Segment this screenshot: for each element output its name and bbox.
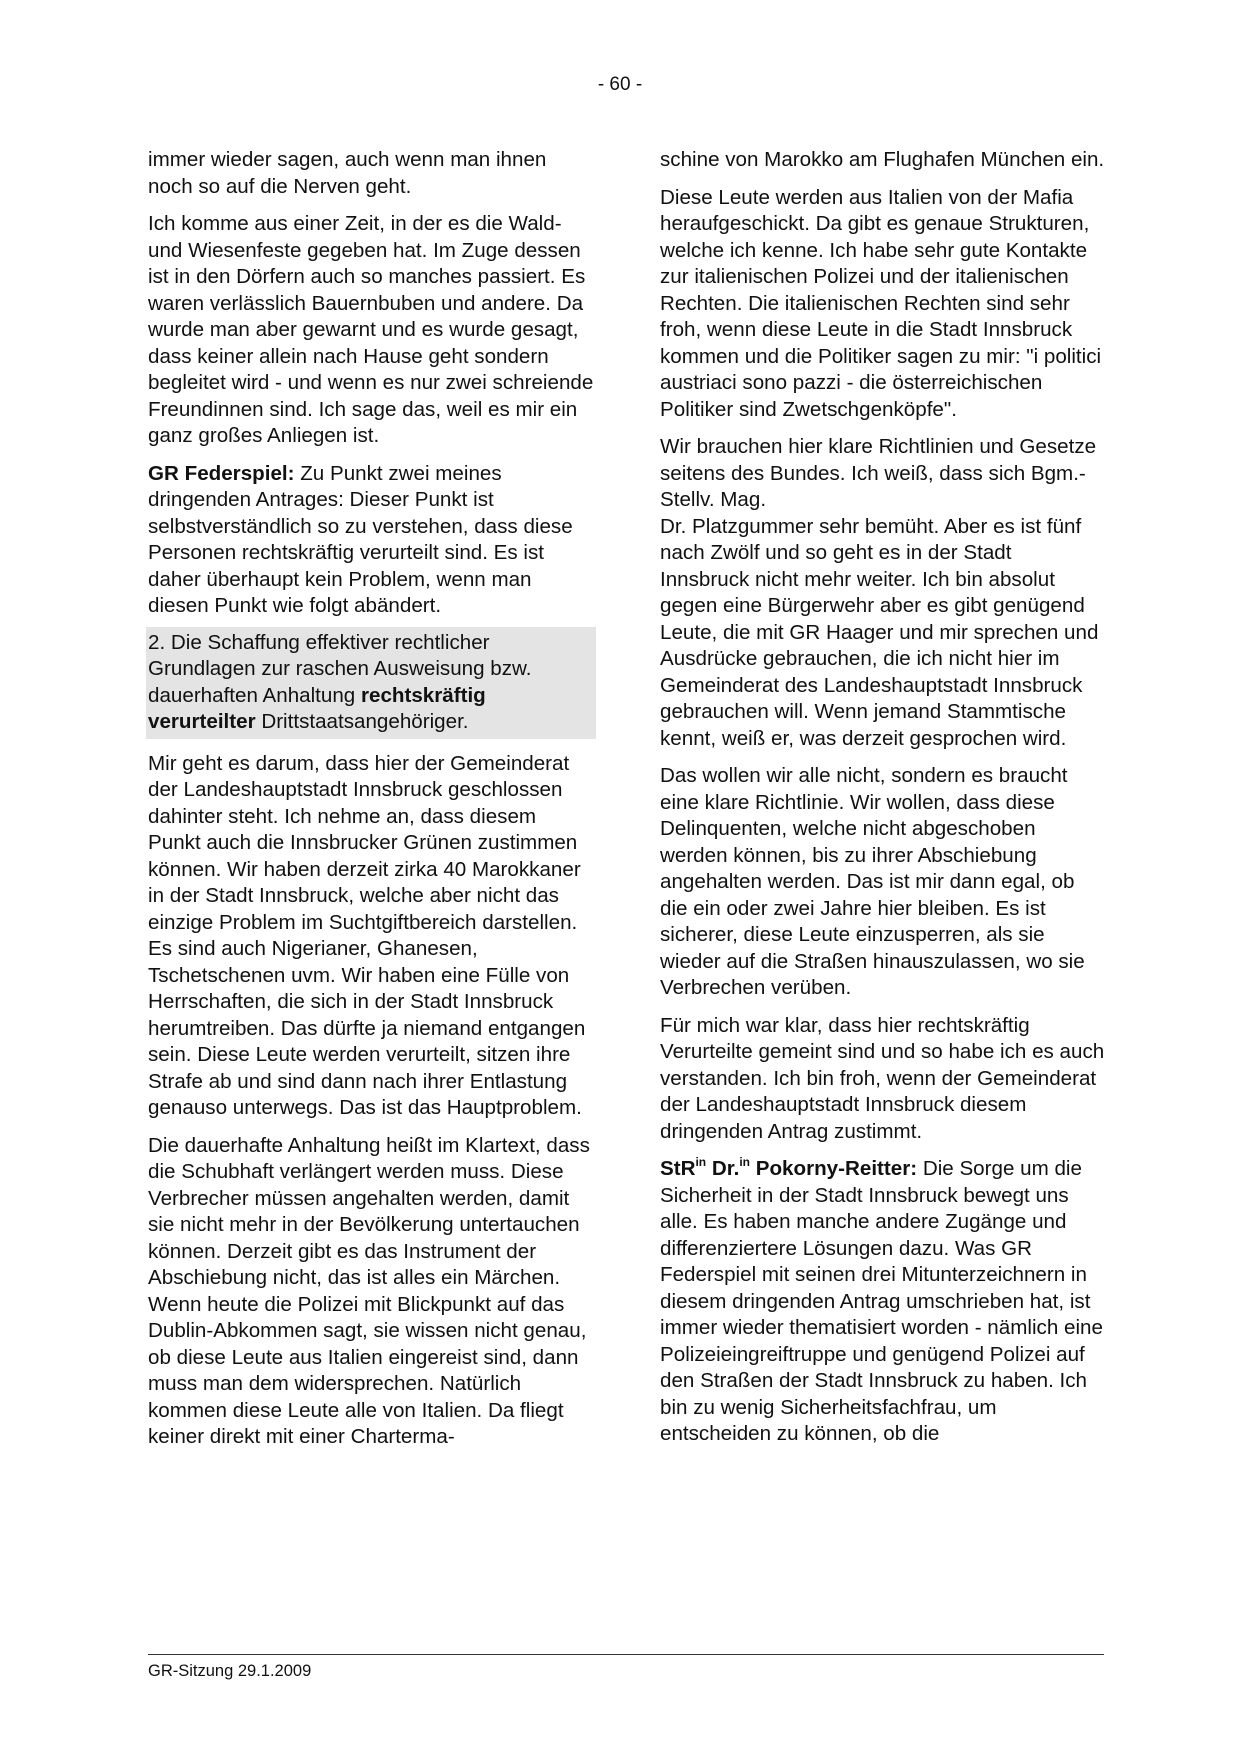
paragraph: [660, 434, 1105, 752]
paragraph: Die dauerhafte Anhaltung heißt im Klartext, dass die Schubhaft verlängert werden muss. Diese Verbrecher müssen angehalten werden, damit sie nicht mehr in der Bevölkerung untertauchen können. Derzeit gibt es das Instrument der Abschiebung nicht, das ist alles ein Märchen. Wenn heute die Polizei mit Blickpunkt auf das Dublin-Abkommen sagt, sie wissen nicht genau, ob diese Leute aus Italien eingereist sind, dann muss man dem widersprechen. Natürlich kommen diese Leute alle von Italien. Da fliegt keiner direkt mit einer Charterma-: [148, 1133, 590, 1448]
speech-text: Zu Punkt zwei meines dringenden Antrages: Dieser Punkt ist selbstverständlich so zu verstehen, dass diese Personen rechtskräftig verurteilt sind. Es ist daher überhaupt kein Problem, wenn man diesen Punkt wie folgt abändert.: [148, 461, 573, 617]
amended-text: Drittstaatsangehöriger.: [255, 710, 469, 733]
speaker-title: StR: [660, 1157, 696, 1180]
paragraph-federspiel: [148, 461, 594, 620]
speaker-degree: Dr.: [706, 1157, 740, 1180]
paragraph: immer wieder sagen, auch wenn man ihnen noch so auf die Nerven geht.: [148, 148, 547, 198]
footer-session-date: GR-Sitzung 29.1.2009: [148, 1662, 312, 1680]
paragraph: Diese Leute werden aus Italien von der Mafia heraufgeschickt. Da gibt es genaue Strukturen, welche ich kenne. Ich habe sehr gute Kontakte zur italienischen Polizei und der italienischen Rechten. Die italienischen Rechten sind sehr froh, wenn diese Leute in die Stadt Innsbruck kommen und die Politiker sagen zu mir: "i politici austriaci sono pazzi - die österreichischen Politiker sind Zwetschgenköpfe".: [660, 185, 1102, 421]
amended-text: 2. Die Schaffung effektiver rechtlicher Grundlagen zur raschen Ausweisung bzw. dauerhaften Anhaltung: [148, 630, 532, 707]
page-number: - 60 -: [597, 74, 643, 95]
paragraph: Für mich war klar, dass hier rechtskräftig Verurteilte gemeint sind und so habe ich es auch verstanden. Ich bin froh, wenn der Gemeinderat der Landeshauptstadt Innsbruck diesem dringenden Antrag zustimmt.: [660, 1013, 1105, 1143]
speaker-title-suffix: in: [695, 1155, 707, 1169]
amended-bold-text: rechtskräftig verurteilter: [148, 683, 486, 733]
paragraph: schine von Marokko am Flughafen München ein.: [660, 148, 1105, 171]
speaker-name: [660, 1157, 917, 1180]
amended-point-box: [146, 627, 596, 739]
paragraph: Ich komme aus einer Zeit, in der es die Wald- und Wiesenfeste gegeben hat. Im Zuge dessen ist in den Dörfern auch so manches passiert. Es waren verlässlich Bauernbuben und andere. Da wurde man aber gewarnt und es wurde gesagt, dass keiner allein nach Hause geht sondern begleitet wird - und wenn es nur zwei schreiende Freundinnen sind. Ich sage das, weil es mir ein ganz großes Anliegen ist.: [148, 212, 594, 447]
right-column: [660, 147, 1105, 1459]
paragraph-line: Dr. Platzgummer sehr bemüht. Aber es ist fünf nach Zwölf und so geht es in der Stadt Innsbruck nicht mehr weiter. Ich bin absolut gegen eine Bürgerwehr aber es gibt genügend Leute, die mit GR Haager und mir sprechen und Ausdrücke gebrauchen, die ich nicht hier im Gemeinderat des Landeshauptstadt Innsbruck gebrauchen will. Wenn jemand Stammtische kennt, weiß er, was derzeit gesprochen wird.: [660, 514, 1099, 750]
paragraph: Das wollen wir alle nicht, sondern es braucht eine klare Richtlinie. Wir wollen, dass diese Delinquenten, welche nicht abgeschoben werden können, bis zu ihrer Abschiebung angehalten werden. Das ist mir dann egal, ob die ein oder zwei Jahre hier bleiben. Es ist sicherer, diese Leute einzusperren, als sie wieder auf die Straßen hinauszulassen, wo sie Verbrechen verüben.: [660, 764, 1085, 999]
left-column: [148, 147, 594, 1462]
footer-divider: [148, 1654, 1104, 1655]
paragraph-pokorny-reitter: [660, 1156, 1105, 1448]
paragraph-line: Wir brauchen hier klare Richtlinien und Gesetze seitens des Bundes. Ich weiß, dass sich Bgm.-Stellv. Mag.: [660, 435, 1097, 511]
speech-text: Die Sorge um die Sicherheit in der Stadt Innsbruck bewegt uns alle. Es haben manche andere Zugänge und differenziertere Lösungen dazu. Was GR Federspiel mit seinen drei Mitunterzeichnern in diesem dringenden Antrag umschrieben hat, ist immer wieder thematisiert worden - nämlich eine Polizeieingreiftruppe und genügend Polizei auf den Straßen der Stadt Innsbruck zu haben. Ich bin zu wenig Sicherheitsfachfrau, um entscheiden zu können, ob die: [660, 1157, 1103, 1445]
speaker-name: GR Federspiel:: [148, 461, 295, 485]
speaker-surname: Pokorny-Reitter:: [750, 1157, 918, 1180]
paragraph: Mir geht es darum, dass hier der Gemeinderat der Landeshauptstadt Innsbruck geschlossen dahinter steht. Ich nehme an, dass diesem Punkt auch die Innsbrucker Grünen zustimmen können. Wir haben derzeit zirka 40 Marokkaner in der Stadt Innsbruck, welche aber nicht das einzige Problem im Suchtgiftbereich darstellen. Es sind auch Nigerianer, Ghanesen, Tschetschenen uvm. Wir haben eine Fülle von Herrschaften, die sich in der Stadt Innsbruck herumtreiben. Das dürfte ja niemand entgangen sein. Diese Leute werden verurteilt, sitzen ihre Strafe ab und sind dann nach ihrer Entlastung genauso unterwegs. Das ist das Hauptproblem.: [148, 751, 586, 1119]
speaker-degree-suffix: in: [739, 1155, 751, 1169]
